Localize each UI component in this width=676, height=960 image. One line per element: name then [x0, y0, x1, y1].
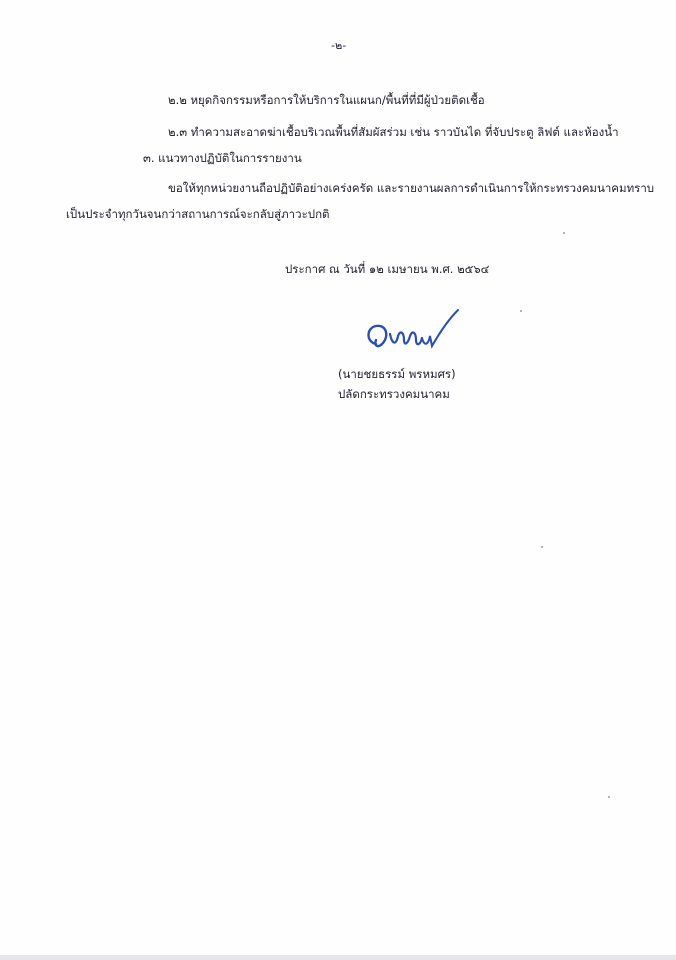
paragraph-line-2: เป็นประจำทุกวันจนกว่าสถานการณ์จะกลับสู่ภาวะปกติ — [66, 207, 330, 221]
item-2-2: ๒.๒ หยุดกิจกรรมหรือการให้บริการในแผนก/พื้นที่ที่มีผู้ป่วยติดเชื้อ — [168, 93, 485, 107]
scan-speck — [541, 546, 543, 548]
scan-speck — [608, 796, 610, 798]
item-3-heading: ๓. แนวทางปฏิบัติในการรายงาน — [143, 151, 302, 165]
signature-image — [362, 306, 462, 356]
page-number: -๒- — [331, 39, 347, 52]
paragraph-line-1: ขอให้ทุกหน่วยงานถือปฏิบัติอย่างเคร่งครัด และรายงานผลการดำเนินการให้กระทรวงคมนาคมทราบ — [168, 181, 655, 195]
page-bottom-edge — [0, 955, 676, 960]
signer-name: (นายชยธรรม์ พรหมศร) — [338, 367, 456, 381]
announcement-date: ประกาศ ณ วันที่ ๑๒ เมษายน พ.ศ. ๒๕๖๔ — [285, 262, 490, 276]
signer-title: ปลัดกระทรวงคมนาคม — [338, 387, 450, 401]
scan-speck — [520, 310, 522, 312]
scan-speck — [563, 232, 565, 234]
item-2-3: ๒.๓ ทำความสะอาดฆ่าเชื้อบริเวณพื้นที่สัมผัสร่วม เช่น ราวบันได ที่จับประตู ลิฟต์ และห้องน้ำ — [168, 125, 619, 139]
